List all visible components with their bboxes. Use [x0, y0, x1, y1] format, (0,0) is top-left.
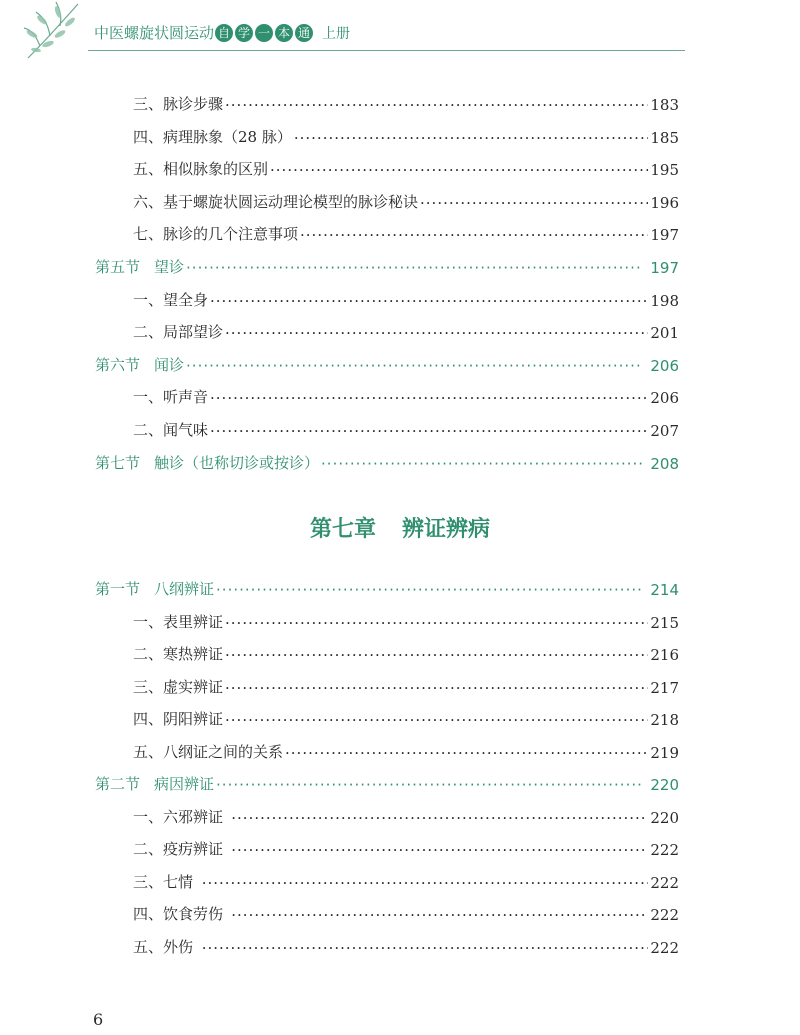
- toc-page-number: 222: [650, 873, 679, 892]
- volume-label: 上册: [322, 25, 351, 42]
- toc-page-number: 222: [650, 906, 679, 924]
- toc-entry-title: 六、基于螺旋状圆运动理论模型的脉诊秘诀: [133, 192, 419, 211]
- toc-entry-title: 三、七情: [133, 872, 194, 891]
- toc-item-row: [133, 385, 679, 407]
- toc-leader-dots: [186, 357, 642, 375]
- toc-leader-dots: [225, 96, 648, 114]
- toc-item-row: [133, 418, 679, 440]
- toc-page-number: 222: [650, 938, 679, 957]
- toc-item-row: [133, 837, 679, 859]
- toc-entry-title: 三、脉诊步骤: [133, 95, 224, 113]
- title-badge-char: 一: [255, 24, 273, 42]
- toc-entry-title: 四、病理脉象（28 脉）: [133, 127, 292, 146]
- running-header: [0, 0, 800, 60]
- toc-page-number: 215: [650, 613, 679, 632]
- toc-page-number: 220: [650, 808, 679, 827]
- toc-entry-title: 七、脉诊的几个注意事项: [133, 225, 299, 244]
- toc-item-row: [133, 935, 679, 957]
- toc-leader-dots: [210, 292, 648, 310]
- toc-section-number: 第二节: [95, 775, 141, 793]
- toc-entry-title: 一、听声音: [133, 388, 209, 407]
- toc-leader-dots: [216, 776, 642, 794]
- toc-leader-dots: [270, 161, 648, 179]
- toc-item-row: [133, 870, 679, 892]
- title-badge-char: 通: [295, 24, 313, 42]
- toc-leader-dots: [300, 226, 648, 244]
- toc-section-row: [95, 451, 679, 473]
- toc-leader-dots: [420, 194, 648, 212]
- toc-leader-dots: [210, 389, 648, 407]
- toc-leader-dots: [225, 711, 648, 729]
- toc-leader-dots: [210, 422, 648, 440]
- toc-entry-title: 四、阴阳辨证: [133, 710, 224, 728]
- toc-entry-title: 触诊（也称切诊或按诊）: [154, 453, 320, 472]
- toc-section-number: 第五节: [95, 258, 141, 276]
- toc-section-number: 第一节: [95, 580, 141, 598]
- toc-item-row: [133, 707, 679, 729]
- toc-leader-dots: [231, 906, 648, 924]
- toc-page-number: 197: [650, 259, 679, 277]
- toc-leader-dots: [225, 614, 648, 632]
- toc-leader-dots: [285, 744, 648, 762]
- toc-item-row: [133, 190, 679, 212]
- toc-page-number: 208: [650, 454, 679, 473]
- toc-item-row: [133, 642, 679, 664]
- toc-entry-title: 一、六邪辨证: [133, 807, 224, 826]
- toc-leader-dots: [231, 809, 648, 827]
- toc-leader-dots: [225, 679, 648, 697]
- toc-item-row: [133, 288, 679, 310]
- toc-leader-dots: [186, 259, 642, 277]
- book-title: [94, 22, 350, 43]
- toc-page-number: 197: [650, 226, 679, 245]
- toc-page-number: 201: [650, 324, 679, 343]
- toc-entry-title: 四、饮食劳伤: [133, 905, 224, 923]
- page-number: 6: [93, 1010, 104, 1029]
- toc-page-number: 206: [650, 356, 679, 375]
- toc-page-number: 198: [650, 291, 679, 310]
- toc-item-row: [133, 92, 679, 114]
- toc-leader-dots: [225, 324, 648, 342]
- toc-page-number: 206: [650, 389, 679, 408]
- toc-page-number: 196: [650, 193, 679, 212]
- toc-page-number: 220: [650, 776, 679, 794]
- leaf-sprig-icon: [18, 0, 88, 62]
- toc-item-row: [133, 675, 679, 697]
- toc-entry-title: 五、八纲证之间的关系: [133, 742, 284, 761]
- toc-item-row: [133, 902, 679, 924]
- toc-leader-dots: [225, 646, 648, 664]
- toc-page-number: 218: [650, 711, 679, 729]
- toc-item-row: [133, 320, 679, 342]
- toc-entry-title: 五、外伤: [133, 937, 194, 956]
- toc-page-number: 214: [650, 581, 679, 599]
- toc-item-row: [133, 740, 679, 762]
- toc-section-row: [95, 577, 679, 599]
- toc-entry-title: 二、疫疠辨证: [133, 840, 224, 858]
- toc-section-row: [95, 353, 679, 375]
- toc-item-row: [133, 222, 679, 244]
- toc-entry-title: 一、表里辨证: [133, 612, 224, 631]
- title-badge-char: 学: [235, 24, 253, 42]
- toc-leader-dots: [231, 841, 648, 859]
- toc-page-number: 195: [650, 161, 679, 180]
- toc-leader-dots: [294, 129, 649, 147]
- toc-entry-title: 二、闻气味: [133, 421, 209, 439]
- toc-page-number: 222: [650, 841, 679, 859]
- toc-entry-title: 二、局部望诊: [133, 323, 224, 342]
- toc-entry-title: 八纲辨证: [154, 580, 215, 598]
- toc-page-number: 185: [650, 128, 679, 147]
- toc-section-number: 第六节: [95, 355, 141, 374]
- toc-leader-dots: [321, 455, 642, 473]
- toc-leader-dots: [202, 939, 649, 957]
- toc-entry-title: 五、相似脉象的区别: [133, 160, 269, 179]
- toc-section-number: 第七节: [95, 453, 141, 472]
- toc-page-number: 207: [650, 422, 679, 440]
- toc-leader-dots: [216, 581, 642, 599]
- chapter-heading: [0, 512, 800, 543]
- toc-page-number: 216: [650, 646, 679, 664]
- toc-entry-title: 病因辨证: [154, 775, 215, 793]
- toc-page-number: 219: [650, 743, 679, 762]
- toc-entry-title: 闻诊: [154, 355, 185, 374]
- toc-item-row: [133, 610, 679, 632]
- toc-entry-title: 三、虚实辨证: [133, 677, 224, 696]
- title-badge-char: 本: [275, 24, 293, 42]
- toc-page-number: 217: [650, 678, 679, 697]
- toc-entry-title: 二、寒热辨证: [133, 645, 224, 663]
- toc-page-number: 183: [650, 96, 679, 114]
- book-title-text: 中医螺旋状圆运动: [94, 24, 215, 42]
- chapter-number: 第七章: [309, 516, 376, 542]
- toc-section-row: [95, 255, 679, 277]
- toc-entry-title: 一、望全身: [133, 290, 209, 309]
- toc-leader-dots: [202, 874, 649, 892]
- chapter-title: 辨证辨病: [402, 516, 491, 542]
- toc-item-row: [133, 125, 679, 147]
- title-badge-char: 自: [215, 24, 233, 42]
- toc-entry-title: 望诊: [154, 258, 185, 276]
- toc-item-row: [133, 805, 679, 827]
- toc-item-row: [133, 157, 679, 179]
- toc-section-row: [95, 772, 679, 794]
- header-rule: [88, 50, 685, 51]
